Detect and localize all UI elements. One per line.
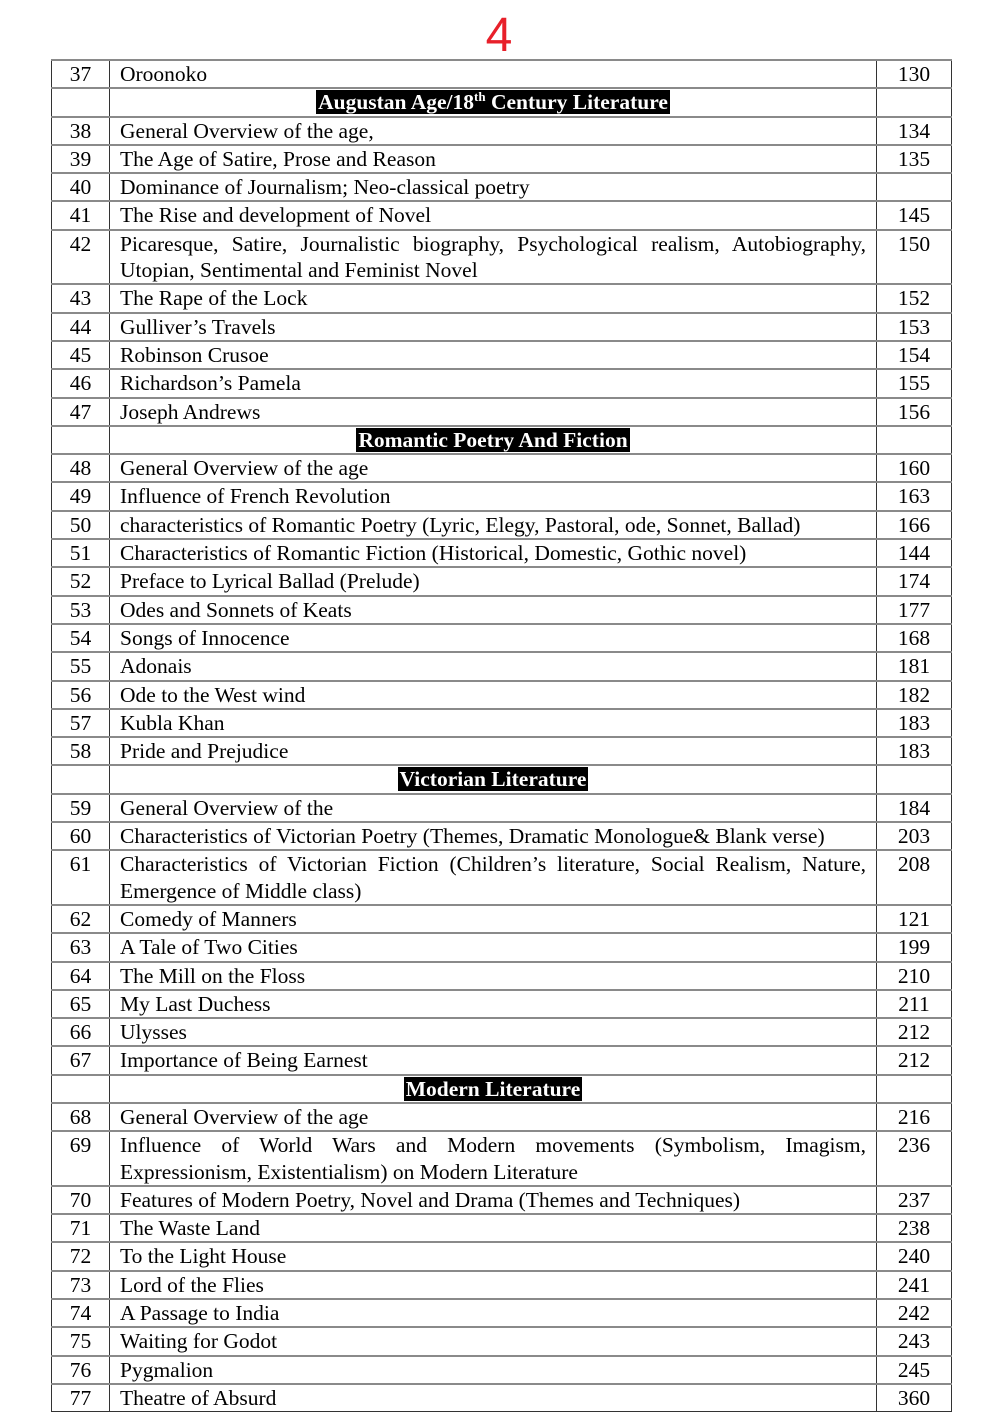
table-row	[52, 596, 952, 624]
table-row	[52, 850, 952, 905]
row-number: 47	[52, 398, 110, 426]
table-row	[52, 567, 952, 595]
row-number: 46	[52, 369, 110, 397]
row-number: 74	[52, 1299, 110, 1327]
row-title: Characteristics of Victorian Poetry (Themes, Dramatic Monologue& Blank verse)	[110, 822, 877, 850]
table-row	[52, 1327, 952, 1355]
table-row	[52, 341, 952, 369]
row-page: 199	[877, 933, 952, 961]
row-page: 150	[877, 230, 952, 285]
row-page: 212	[877, 1046, 952, 1074]
row-page: 212	[877, 1018, 952, 1046]
row-title: Characteristics of Victorian Fiction (Children’s literature, Social Realism, Nature, Emergence of Middle class)	[110, 850, 877, 905]
row-number: 39	[52, 145, 110, 173]
row-page: 237	[877, 1186, 952, 1214]
row-title: Ulysses	[110, 1018, 877, 1046]
row-title: Adonais	[110, 652, 877, 680]
table-row	[52, 822, 952, 850]
row-page: 166	[877, 511, 952, 539]
row-page	[877, 173, 952, 201]
table-row	[52, 933, 952, 961]
row-number: 63	[52, 933, 110, 961]
row-page: 210	[877, 962, 952, 990]
row-page: 360	[877, 1384, 952, 1412]
row-page: 208	[877, 850, 952, 905]
row-page: 160	[877, 454, 952, 482]
row-page: 153	[877, 313, 952, 341]
table-row	[52, 794, 952, 822]
row-number: 51	[52, 539, 110, 567]
table-row	[52, 624, 952, 652]
table-row	[52, 173, 952, 201]
table-row	[52, 284, 952, 312]
row-number: 45	[52, 341, 110, 369]
row-number: 53	[52, 596, 110, 624]
row-number: 41	[52, 201, 110, 229]
row-number: 64	[52, 962, 110, 990]
row-title: Features of Modern Poetry, Novel and Drama (Themes and Techniques)	[110, 1186, 877, 1214]
table-row	[52, 990, 952, 1018]
row-title: Pride and Prejudice	[110, 737, 877, 765]
row-page: 203	[877, 822, 952, 850]
row-number: 75	[52, 1327, 110, 1355]
row-number: 43	[52, 284, 110, 312]
row-number: 70	[52, 1186, 110, 1214]
row-number: 71	[52, 1214, 110, 1242]
section-header-row	[52, 88, 952, 116]
table-row	[52, 1242, 952, 1270]
table-row	[52, 905, 952, 933]
row-title: General Overview of the age	[110, 454, 877, 482]
row-title: The Waste Land	[110, 1214, 877, 1242]
row-page: 168	[877, 624, 952, 652]
section-header-row	[52, 426, 952, 454]
section-header-row	[52, 1075, 952, 1103]
row-number: 76	[52, 1356, 110, 1384]
row-number: 67	[52, 1046, 110, 1074]
table-row	[52, 652, 952, 680]
row-number: 55	[52, 652, 110, 680]
row-title: Pygmalion	[110, 1356, 877, 1384]
row-page: 181	[877, 652, 952, 680]
table-row	[52, 1186, 952, 1214]
row-title: Characteristics of Romantic Fiction (Historical, Domestic, Gothic novel)	[110, 539, 877, 567]
row-title: Ode to the West wind	[110, 681, 877, 709]
table-row	[52, 1214, 952, 1242]
table-row	[52, 398, 952, 426]
row-number: 69	[52, 1131, 110, 1186]
table-row	[52, 539, 952, 567]
table-row	[52, 1271, 952, 1299]
row-title: General Overview of the	[110, 794, 877, 822]
table-row	[52, 313, 952, 341]
row-page: 183	[877, 737, 952, 765]
row-page: 134	[877, 117, 952, 145]
row-page: 241	[877, 1271, 952, 1299]
row-page: 216	[877, 1103, 952, 1131]
row-number: 42	[52, 230, 110, 285]
section-header-row	[52, 765, 952, 793]
table-row	[52, 1356, 952, 1384]
row-title: Influence of French Revolution	[110, 482, 877, 510]
row-title: To the Light House	[110, 1242, 877, 1270]
row-number: 58	[52, 737, 110, 765]
row-page: 177	[877, 596, 952, 624]
row-number: 40	[52, 173, 110, 201]
row-number: 66	[52, 1018, 110, 1046]
row-number: 77	[52, 1384, 110, 1412]
table-row	[52, 1384, 952, 1412]
row-number: 37	[52, 60, 110, 88]
row-page: 211	[877, 990, 952, 1018]
row-title: A Tale of Two Cities	[110, 933, 877, 961]
row-title: Kubla Khan	[110, 709, 877, 737]
section-title-victorian: Victorian Literature	[399, 767, 587, 792]
row-page: 184	[877, 794, 952, 822]
table-row	[52, 1018, 952, 1046]
row-title: Odes and Sonnets of Keats	[110, 596, 877, 624]
section-title-augustan: Augustan Age/18th Century Literature	[318, 89, 668, 115]
row-number: 44	[52, 313, 110, 341]
section-title-modern: Modern Literature	[405, 1076, 581, 1101]
row-title: A Passage to India	[110, 1299, 877, 1327]
row-title: Waiting for Godot	[110, 1327, 877, 1355]
table-row	[52, 681, 952, 709]
row-title: Dominance of Journalism; Neo-classical poetry	[110, 173, 877, 201]
row-title: Comedy of Manners	[110, 905, 877, 933]
row-title: Importance of Being Earnest	[110, 1046, 877, 1074]
row-page: 182	[877, 681, 952, 709]
row-page: 135	[877, 145, 952, 173]
row-page: 121	[877, 905, 952, 933]
row-number: 52	[52, 567, 110, 595]
row-page: 156	[877, 398, 952, 426]
row-number: 57	[52, 709, 110, 737]
row-title: General Overview of the age	[110, 1103, 877, 1131]
row-page: 130	[877, 60, 952, 88]
row-page: 152	[877, 284, 952, 312]
row-page: 154	[877, 341, 952, 369]
row-page: 174	[877, 567, 952, 595]
table-row	[52, 1046, 952, 1074]
table-row	[52, 145, 952, 173]
row-page: 243	[877, 1327, 952, 1355]
table-row	[52, 737, 952, 765]
row-number: 61	[52, 850, 110, 905]
row-number: 60	[52, 822, 110, 850]
row-number: 72	[52, 1242, 110, 1270]
table-row	[52, 709, 952, 737]
row-page: 238	[877, 1214, 952, 1242]
row-title: Joseph Andrews	[110, 398, 877, 426]
row-page: 240	[877, 1242, 952, 1270]
table-row	[52, 1131, 952, 1186]
row-page: 183	[877, 709, 952, 737]
row-number: 49	[52, 482, 110, 510]
row-title: Richardson’s Pamela	[110, 369, 877, 397]
row-number: 54	[52, 624, 110, 652]
row-title: Gulliver’s Travels	[110, 313, 877, 341]
row-page: 245	[877, 1356, 952, 1384]
table-row	[52, 1103, 952, 1131]
row-page: 145	[877, 201, 952, 229]
row-number: 68	[52, 1103, 110, 1131]
table-row	[52, 511, 952, 539]
row-title: General Overview of the age,	[110, 117, 877, 145]
row-title: Influence of World Wars and Modern movements (Symbolism, Imagism, Expressionism, Existentialism) on Modern Literature	[110, 1131, 877, 1186]
row-title: Robinson Crusoe	[110, 341, 877, 369]
row-number: 59	[52, 794, 110, 822]
row-title: The Rape of the Lock	[110, 284, 877, 312]
table-row	[52, 230, 952, 285]
row-title: My Last Duchess	[110, 990, 877, 1018]
section-title-romantic: Romantic Poetry And Fiction	[358, 427, 628, 452]
row-title: characteristics of Romantic Poetry (Lyric, Elegy, Pastoral, ode, Sonnet, Ballad)	[110, 511, 877, 539]
table-row	[52, 962, 952, 990]
row-title: Lord of the Flies	[110, 1271, 877, 1299]
table-row	[52, 1299, 952, 1327]
table-row	[52, 201, 952, 229]
row-number: 65	[52, 990, 110, 1018]
row-number: 73	[52, 1271, 110, 1299]
table-row	[52, 60, 952, 88]
row-number: 48	[52, 454, 110, 482]
row-page: 155	[877, 369, 952, 397]
row-page: 144	[877, 539, 952, 567]
row-title: Songs of Innocence	[110, 624, 877, 652]
table-row	[52, 454, 952, 482]
row-title: Theatre of Absurd	[110, 1384, 877, 1412]
table-of-contents	[51, 59, 952, 1412]
row-title: The Rise and development of Novel	[110, 201, 877, 229]
row-title: The Age of Satire, Prose and Reason	[110, 145, 877, 173]
row-title: The Mill on the Floss	[110, 962, 877, 990]
row-number: 38	[52, 117, 110, 145]
row-title: Preface to Lyrical Ballad (Prelude)	[110, 567, 877, 595]
row-title: Oroonoko	[110, 60, 877, 88]
row-number: 50	[52, 511, 110, 539]
row-title: Picaresque, Satire, Journalistic biography, Psychological realism, Autobiography, Utopian, Sentimental and Feminist Novel	[110, 230, 877, 285]
row-page: 163	[877, 482, 952, 510]
row-number: 62	[52, 905, 110, 933]
row-page: 242	[877, 1299, 952, 1327]
page-number: 4	[485, 9, 513, 62]
row-number: 56	[52, 681, 110, 709]
table-row	[52, 482, 952, 510]
table-row	[52, 369, 952, 397]
row-page: 236	[877, 1131, 952, 1186]
table-row	[52, 117, 952, 145]
